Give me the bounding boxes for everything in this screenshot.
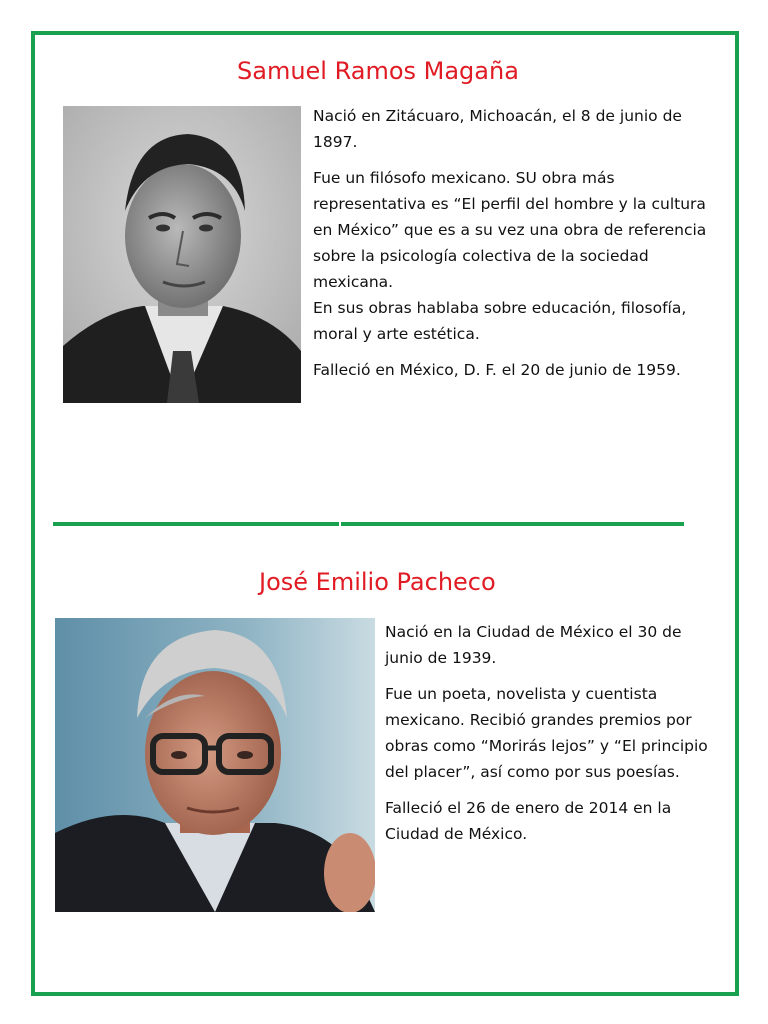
death-paragraph: Falleció el 26 de enero de 2014 en la Ciudad de México. bbox=[385, 799, 672, 843]
section-divider-right bbox=[341, 522, 684, 526]
section-title-samuel-ramos: Samuel Ramos Magaña bbox=[237, 57, 519, 85]
portrait-jose-emilio-pacheco bbox=[55, 618, 375, 912]
section-divider-left bbox=[53, 522, 339, 526]
works-paragraph: En sus obras hablaba sobre educación, filosofía, moral y arte estética. bbox=[313, 299, 687, 343]
birth-paragraph: Nació en la Ciudad de México el 30 de junio de 1939. bbox=[385, 623, 682, 667]
section-text-samuel-ramos bbox=[313, 103, 718, 393]
death-paragraph: Falleció en México, D. F. el 20 de junio de 1959. bbox=[313, 361, 681, 379]
portrait-bw-icon bbox=[63, 106, 301, 403]
bio-paragraph: Fue un filósofo mexicano. SU obra más representativa es “El perfil del hombre y la cultura en México” que es a su vez una obra de referencia sobre la psicología colectiva de la sociedad mexicana. bbox=[313, 169, 707, 291]
section-title-jose-emilio-pacheco: José Emilio Pacheco bbox=[259, 568, 496, 596]
portrait-color-icon bbox=[55, 618, 375, 912]
bio-paragraph: Fue un poeta, novelista y cuentista mexicano. Recibió grandes premios por obras como “Morirás lejos” y “El principio del placer”, así como por sus poesías. bbox=[385, 685, 708, 781]
birth-paragraph: Nació en Zitácuaro, Michoacán, el 8 de junio de 1897. bbox=[313, 107, 682, 151]
section-text-jose-emilio-pacheco bbox=[385, 619, 720, 857]
portrait-samuel-ramos bbox=[63, 106, 301, 403]
